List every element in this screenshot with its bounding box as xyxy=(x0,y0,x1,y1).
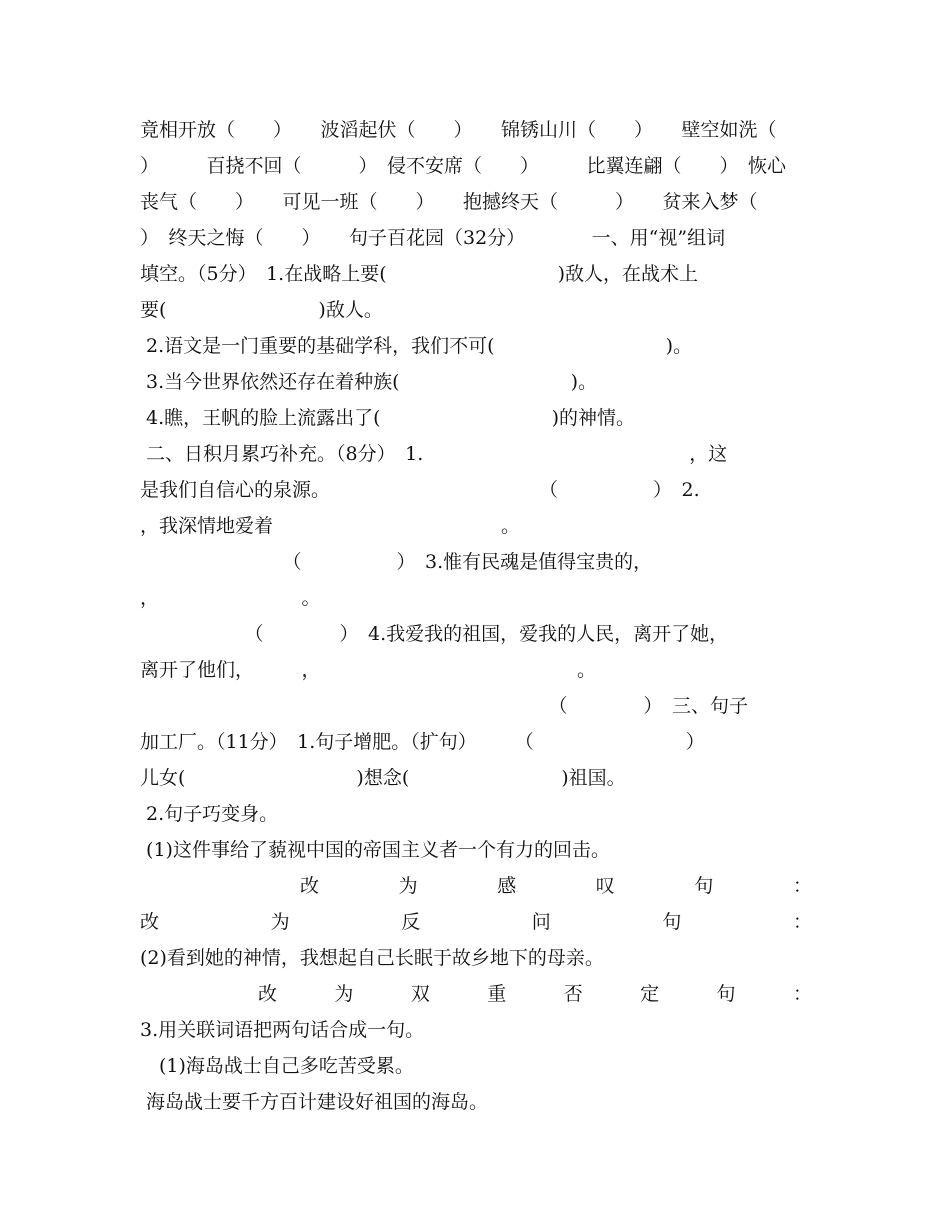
spread-char: 句 xyxy=(716,983,736,1005)
text-line: 2.句子巧变身。 xyxy=(140,803,279,825)
rewrite-question-line xyxy=(140,904,812,940)
spread-char: 改 xyxy=(300,875,320,897)
text-line: ） 终天之悔（ ） 句子百花园（32分） 一、用“视”组词 xyxy=(140,227,726,249)
text-line: 3.当今世界依然还存在着种族( )。 xyxy=(140,371,597,393)
spread-char: 双 xyxy=(410,983,430,1005)
text-line: 3.用关联词语把两句话合成一句。 xyxy=(140,1019,425,1041)
spread-char: 问 xyxy=(531,911,551,933)
text-line: 要( )敌人。 xyxy=(140,299,383,321)
spread-char: ： xyxy=(792,911,812,933)
text-line: （ ） 4.我爱我的祖国，爱我的人民，离开了她， xyxy=(140,623,729,645)
text-line: 离开了他们， ， 。 xyxy=(140,659,597,681)
text-line: 是我们自信心的泉源。 （ ） 2. xyxy=(140,479,700,501)
text-line: 竟相开放（ ） 波滔起伏（ ） 锦锈山川（ ） 壁空如洗（ xyxy=(140,119,777,141)
spread-char: 反 xyxy=(401,911,421,933)
spread-char: 为 xyxy=(398,875,418,897)
text-line: 二、日积月累巧补充。（8分） 1. ，这 xyxy=(140,443,728,465)
text-line: ，我深情地爱着 。 xyxy=(140,515,521,537)
text-line: 海岛战士要千方百计建设好祖国的海岛。 xyxy=(140,1091,489,1113)
spread-char: 叹 xyxy=(595,875,615,897)
spread-char: 定 xyxy=(640,983,660,1005)
spread-char: ： xyxy=(792,875,812,897)
text-line: （ ） 三、句子 xyxy=(140,695,749,717)
spread-char: 句 xyxy=(694,875,714,897)
text-line: ） 百挠不回（ ） 侵不安席（ ） 比翼连翩（ ） 恢心 xyxy=(140,155,787,177)
spread-char: 为 xyxy=(270,911,290,933)
rewrite-double-negative-line xyxy=(258,976,812,1012)
text-line: 4.瞧，王帆的脸上流露出了( )的神情。 xyxy=(140,407,635,429)
text-line: 丧气（ ） 可见一班（ ） 抱撼终天（ ） 贫来入梦（ xyxy=(140,191,758,213)
text-line: (1)这件事给了藐视中国的帝国主义者一个有力的回击。 xyxy=(140,839,610,861)
text-line: （ ） 3.惟有民魂是值得宝贵的， xyxy=(140,551,653,573)
text-line: (2)看到她的神情，我想起自己长眠于故乡地下的母亲。 xyxy=(140,947,604,969)
spread-char: 感 xyxy=(497,875,517,897)
spread-char: ： xyxy=(792,983,812,1005)
rewrite-exclamation-line xyxy=(300,868,812,904)
text-line: ， 。 xyxy=(140,587,321,609)
text-line: 填空。（5分） 1.在战略上要( )敌人，在战术上 xyxy=(140,263,699,285)
text-line: 儿女( )想念( )祖国。 xyxy=(140,767,626,789)
text-line: 加工厂。（11分） 1.句子增肥。（扩句） （ ） xyxy=(140,731,705,753)
spread-char: 句 xyxy=(662,911,682,933)
text-line: 2.语文是一门重要的基础学科，我们不可( )。 xyxy=(140,335,692,357)
spread-char: 重 xyxy=(487,983,507,1005)
text-line: (1)海岛战士自己多吃苦受累。 xyxy=(140,1055,414,1077)
spread-char: 否 xyxy=(563,983,583,1005)
spread-char: 为 xyxy=(334,983,354,1005)
spread-char: 改 xyxy=(258,983,278,1005)
spread-char: 改 xyxy=(140,911,160,933)
